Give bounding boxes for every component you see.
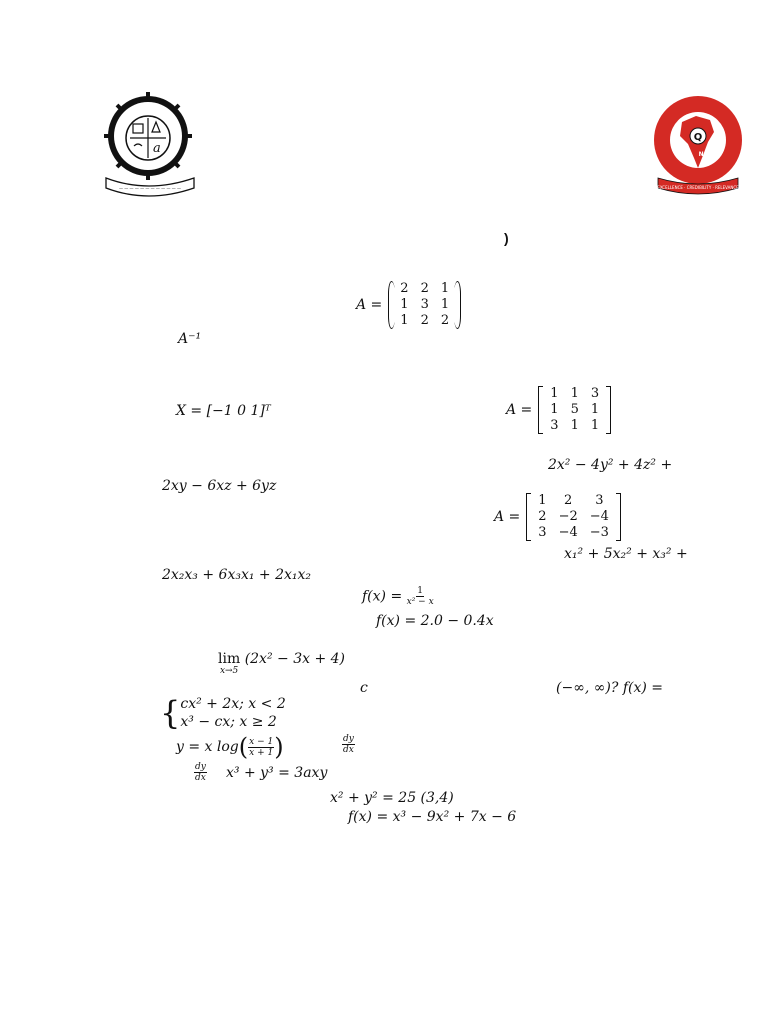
matrix-cell: 1	[550, 402, 559, 417]
matrix-cell: 1	[440, 297, 450, 312]
piecewise-function	[160, 695, 286, 731]
log-fraction	[248, 737, 274, 758]
matrix-a1-block	[356, 281, 461, 329]
matrix-cell: 1	[538, 493, 547, 508]
naac-logo	[652, 92, 744, 200]
log-denominator: x + 1	[249, 747, 274, 758]
matrix-cell: 2	[400, 281, 409, 296]
matrix-cell: −2	[558, 509, 578, 524]
left-brace: {	[160, 694, 181, 732]
matrix-a1-label: A =	[356, 297, 383, 313]
constant-c: c	[360, 680, 368, 696]
matrix-cell: 5	[570, 402, 579, 417]
log-function: y = x log ( $\frac{x - 1}{x + 1}$ )	[176, 733, 284, 761]
limit-subscript: x→5	[219, 666, 239, 676]
limit-body: (2x² − 3x + 4)	[244, 651, 345, 667]
f1-fraction	[407, 586, 434, 607]
title-fragment: )	[504, 230, 509, 246]
quad-form-2-line-a: x₁² + 5x₂² + x₃² +	[564, 546, 688, 562]
piece-1: cx² + 2x; x < 2	[180, 696, 286, 712]
matrix-cell: 2	[440, 313, 450, 328]
naac-banner-text: EXCELLENCE · CREDIBILITY · RELEVANCE	[657, 185, 739, 190]
f1-prefix: f(x) =	[362, 588, 403, 605]
matrix-cell: 1	[440, 281, 450, 296]
matrix-a2	[538, 386, 611, 434]
matrix-cell: 1	[400, 313, 409, 328]
matrix-cell: 2	[420, 281, 429, 296]
quad-form-2-line-b: 2x₂x₃ + 6x₃x₁ + 2x₁x₂	[162, 567, 312, 583]
cubic-function: f(x) = x³ − 9x² + 7x − 6	[348, 809, 517, 825]
matrix-cell: 2	[564, 493, 573, 508]
college-logo	[100, 86, 200, 198]
matrix-a3-block	[494, 493, 621, 541]
matrix-cell: 3	[595, 493, 604, 508]
limit-expression	[218, 651, 345, 676]
matrix-cell: 3	[550, 418, 559, 433]
matrix-cell: −3	[589, 525, 609, 540]
limit-word: lim	[218, 651, 241, 667]
piece-2: x³ − cx; x ≥ 2	[180, 714, 277, 730]
matrix-a3	[526, 493, 621, 541]
circle-equation: x² + y² = 25 (3,4)	[330, 790, 454, 806]
log-numerator: x − 1	[249, 736, 274, 747]
matrix-a1	[388, 281, 461, 329]
matrix-a2-block	[506, 386, 611, 434]
inverse-symbol: A⁻¹	[178, 331, 202, 347]
dydx-1-den: dx	[343, 745, 354, 755]
dydx-2-den: dx	[195, 773, 206, 783]
quad-form-1-line-b: 2xy − 6xz + 6yz	[162, 478, 277, 494]
dydx-2-num: dy	[195, 762, 206, 772]
interval-question: (−∞, ∞)? f(x) =	[556, 680, 664, 696]
matrix-cell: 3	[420, 297, 429, 312]
implicit-equation: x³ + y³ = 3axy	[226, 765, 328, 781]
naac-q-letter: Q	[693, 132, 703, 143]
matrix-cell: 1	[570, 418, 579, 433]
svg-text:a: a	[153, 141, 161, 156]
dydx-1-num: dy	[343, 734, 354, 744]
matrix-cell: −4	[589, 509, 609, 524]
matrix-a3-label: A =	[494, 509, 521, 525]
f1-denominator: x² − x	[406, 597, 434, 607]
naac-center-text: NAAC	[698, 151, 718, 158]
matrix-cell: −4	[558, 525, 578, 540]
dydx-2	[194, 762, 207, 783]
matrix-cell: 1	[400, 297, 409, 312]
dydx-1	[342, 734, 355, 755]
f1-numerator: 1	[417, 586, 424, 596]
vector-x: X = [−1 0 1]ᵀ	[176, 403, 271, 419]
matrix-cell: 1	[570, 386, 579, 401]
log-prefix: y = x log	[176, 739, 239, 755]
matrix-cell: 2	[538, 509, 547, 524]
svg-text:— — — — — — — — — — — —: — — — — — — — — — — — —	[119, 186, 181, 191]
quad-form-1-line-a: 2x² − 4y² + 4z² +	[548, 457, 673, 473]
matrix-a2-label: A =	[506, 402, 533, 418]
matrix-cell: 1	[590, 402, 600, 417]
function-f1	[362, 586, 434, 607]
matrix-cell: 2	[420, 313, 429, 328]
function-f2: f(x) = 2.0 − 0.4x	[376, 613, 494, 629]
matrix-cell: 1	[550, 386, 559, 401]
matrix-cell: 1	[590, 418, 600, 433]
matrix-cell: 3	[538, 525, 547, 540]
matrix-cell: 3	[590, 386, 600, 401]
